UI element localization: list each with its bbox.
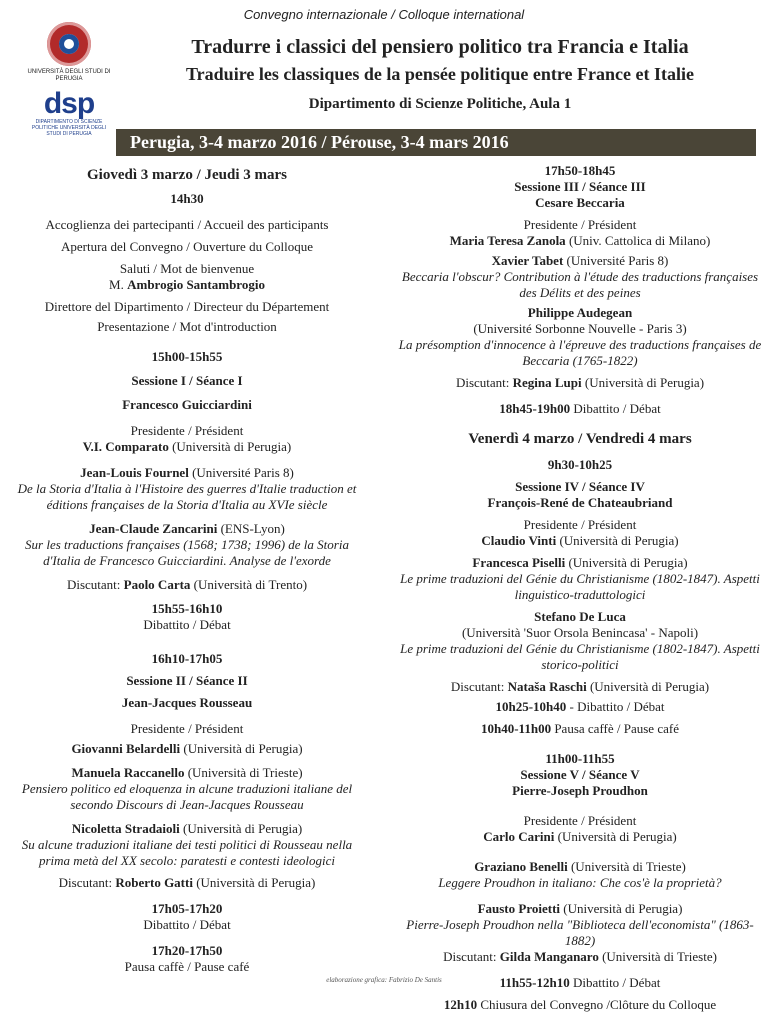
date-banner: Perugia, 3-4 marzo 2016 / Pérouse, 3-4 mars 2016 [116, 129, 756, 156]
time-slot: 17h50-18h45 [544, 163, 616, 178]
talk-title: Pensiero politico ed eloquenza in alcune traduzioni italiane del secondo Discours di Jean-Jacques Rousseau [21, 781, 353, 812]
time-slot: 16h10-17h05 [151, 651, 223, 666]
session-title: Sessione II / Séance II [126, 673, 248, 688]
talk-title: De la Storia d'Italia à l'Histoire des guerres d'Italie traduction et éditions françaises de la Storia d'Italia au XVIe siècle [17, 481, 357, 512]
speaker: Francesca Piselli (Università di Perugia) [472, 555, 688, 570]
discussant: Discutant: Paolo Carta (Università di Trento) [66, 577, 308, 592]
discussant: Discutant: Gilda Manganaro (Università di Trieste) [443, 949, 717, 964]
program-line: Accoglienza dei partecipanti / Accueil des participants [45, 217, 329, 232]
speaker: Stefano De Luca [534, 609, 626, 624]
program-line: Direttore del Dipartimento / Directeur du Département [44, 299, 330, 314]
chair: Maria Teresa Zanola (Univ. Cattolica di Milano) [449, 233, 711, 248]
session-topic: François-René de Chateaubriand [487, 495, 673, 510]
talk-title: Leggere Proudhon in italiano: Che cos'è la proprietà? [438, 875, 722, 890]
program-line: Dibattito / Débat [143, 617, 231, 632]
schedule-line: 10h40-11h00 Pausa caffè / Pause café [481, 721, 679, 736]
day-heading: Venerdì 4 marzo / Vendredi 4 mars [468, 431, 692, 447]
department-logo-caption: DIPARTIMENTO DI SCIENZE POLITICHE UNIVERSITÀ DEGLI STUDI DI PERUGIA [31, 119, 107, 137]
chair-label: Presidente / Président [130, 423, 244, 438]
speaker: Xavier Tabet (Université Paris 8) [491, 253, 669, 268]
session-title: Sessione I / Séance I [131, 373, 243, 388]
speaker: Jean-Claude Zancarini (ENS-Lyon) [89, 521, 285, 536]
session-title: Sessione IV / Séance IV [515, 479, 645, 494]
talk-title: Su alcune traduzioni italiane dei testi politici di Rousseau nella prima metà del XX secolo: paratesti e contesti ideologici [21, 837, 353, 868]
discussant: Discutant: Regina Lupi (Università di Perugia) [455, 375, 705, 390]
talk-title: Sur les traductions françaises (1568; 1738; 1996) de la Storia d'Italia de Francesco Guicciardini. Analyse de l'exorde [25, 537, 349, 568]
program-line: Pausa caffè / Pause café [124, 959, 250, 974]
venue: Dipartimento di Scienze Politiche, Aula 1 [308, 96, 572, 112]
credits: elaborazione grafica: Fabrizio De Santis [326, 976, 442, 984]
schedule-line: 11h55-12h10 Dibattito / Débat [499, 975, 661, 990]
program-line: Presentazione / Mot d'introduction [97, 319, 277, 334]
discussant: Discutant: Nataša Raschi (Università di Perugia) [450, 679, 710, 694]
speaker: Manuela Raccanello (Università di Trieste) [71, 765, 303, 780]
speaker: Fausto Proietti (Università di Perugia) [477, 901, 683, 916]
time-slot: 9h30-10h25 [547, 457, 613, 472]
university-seal-icon [47, 22, 91, 66]
department-logo: dsp [43, 87, 95, 120]
speaker-affiliation: (Université Sorbonne Nouvelle - Paris 3) [473, 321, 687, 336]
time-slot: 11h00-11h55 [545, 751, 615, 766]
day1-column [6, 167, 368, 975]
time-slot: 14h30 [170, 191, 204, 206]
title-italian: Tradurre i classici del pensiero politico tra Francia e Italia [191, 36, 689, 58]
day-heading: Giovedì 3 marzo / Jeudi 3 mars [87, 167, 287, 183]
day1-evening-day2-column [398, 163, 762, 1013]
chair: Giovanni Belardelli (Università di Perugia) [71, 741, 303, 756]
chair-label: Presidente / Président [130, 721, 244, 736]
chair-label: Presidente / Président [523, 517, 637, 532]
schedule-line: 12h10 Chiusura del Convegno /Clôture du Colloque [443, 997, 717, 1012]
talk-title: Pierre-Joseph Proudhon nella "Biblioteca dell'economista" (1863-1882) [406, 917, 754, 948]
session-title: Sessione V / Séance V [520, 767, 640, 782]
session-topic: Pierre-Joseph Proudhon [512, 783, 648, 798]
chair: V.I. Comparato (Università di Perugia) [82, 439, 292, 454]
program-line: Dibattito / Débat [143, 917, 231, 932]
discussant: Discutant: Roberto Gatti (Università di Perugia) [58, 875, 316, 890]
talk-title: La présomption d'innocence à l'épreuve des traductions françaises de Beccaria (1765-1822) [398, 337, 762, 368]
conference-tag: Convegno internazionale / Colloque international [243, 7, 525, 22]
schedule-line: 10h25-10h40 - Dibattito / Débat [495, 699, 665, 714]
speaker: Graziano Benelli (Università di Trieste) [474, 859, 686, 874]
university-logo [24, 22, 114, 137]
speaker: Jean-Louis Fournel (Université Paris 8) [80, 465, 294, 480]
chair-label: Presidente / Président [523, 217, 637, 232]
program-line: Apertura del Convegno / Ouverture du Colloque [61, 239, 313, 254]
session-topic: Jean-Jacques Rousseau [121, 695, 253, 710]
talk-title: Le prime traduzioni del Génie du Christianisme (1802-1847). Aspetti linguistico-traduttologici [400, 571, 760, 602]
talk-title: Beccaria l'obscur? Contribution à l'étude des traductions françaises des Délits et des peines [401, 269, 759, 300]
talk-title: Le prime traduzioni del Génie du Christianisme (1802-1847). Aspetti storico-politici [400, 641, 760, 672]
speaker-affiliation: (Università 'Suor Orsola Benincasa' - Napoli) [461, 625, 699, 640]
title-french: Traduire les classiques de la pensée politique entre France et Italie [186, 64, 694, 84]
chair: Carlo Carini (Università di Perugia) [483, 829, 677, 844]
time-slot: 17h05-17h20 [151, 901, 223, 916]
chair-label: Presidente / Président [523, 813, 637, 828]
session-topic: Cesare Beccaria [535, 195, 625, 210]
time-slot: 15h00-15h55 [151, 349, 223, 364]
university-name: UNIVERSITÀ DEGLI STUDI DI PERUGIA [27, 69, 111, 82]
program-line: Saluti / Mot de bienvenue [119, 261, 255, 276]
time-slot: 17h20-17h50 [151, 943, 223, 958]
session-topic: Francesco Guicciardini [122, 397, 252, 412]
time-slot: 15h55-16h10 [151, 601, 223, 616]
chair: Claudio Vinti (Università di Perugia) [481, 533, 679, 548]
session-title: Sessione III / Séance III [514, 179, 646, 194]
schedule-line: 18h45-19h00 Dibattito / Débat [499, 401, 661, 416]
speaker: Philippe Audegean [527, 305, 633, 320]
speaker: Nicoletta Stradaioli (Università di Perugia) [71, 821, 303, 836]
speaker-line: M. Ambrogio Santambrogio [109, 277, 265, 292]
